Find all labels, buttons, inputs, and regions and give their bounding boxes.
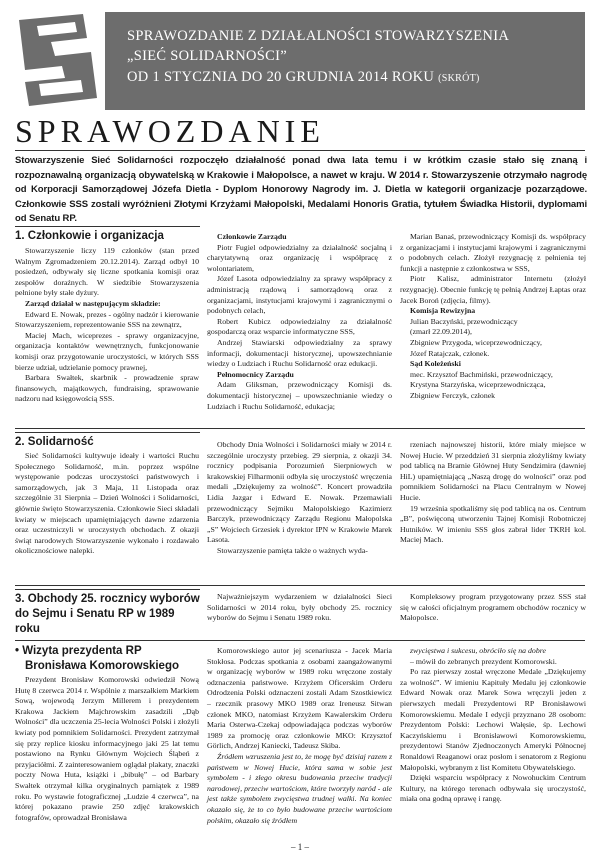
header-line-1: SPRAWOZDANIE Z DZIAŁALNOŚCI STOWARZYSZENIA [127,28,510,44]
intro-paragraph: Stowarzyszenie Sieć Solidarności rozpoczęło działalność ponad dwa lata temu i w krótkim czasie stało się znaną i rozpoznawalną organizacją obywatelską w Krakowie i Małopolsce, a nawet w kraju. W 2014 r. Stowarzyszenie otrzymało nagrodę od Korporacji Samorządowej Józefa Dietla - Dyplom Honorowy Nagrody im. J. Dietla w kategorii organizacje pozarządowe. Członkowie SSS zostali wyróżnieni Złotymi Krzyżami Małopolski, Medalami Honoris Gratia, tytułem Świadka Historii, dyplomami od Senatu RP. [15,155,587,225]
paragraph: Piotr Kalisz, administrator Internetu (złożył rezygnację). Obecnie funkcję tę pełnią Andrzej Łaptas oraz Jacek Boroń (zdjęcia, filmy). [400,274,586,305]
paragraph: Zbigniew Przygoda, wiceprzewodniczący, [410,337,542,347]
subheading: Sąd Koleżeński [410,359,461,369]
paragraph: Maciej Mach, wiceprezes - sprawy organizacyjne, organizacja kontaktów wewnętrznych, funkcjonowanie komisji oraz przygotowanie uroczystości, w których SSS bierze udział, udzielanie pomocy prawnej, [15,330,199,372]
paragraph: Stowarzyszenie pamięta także o ważnych wyda- [217,545,368,555]
subheading: Pełnomocnicy Zarządu [217,369,294,379]
subheading: Zarząd działał w następującym składzie: [25,298,161,308]
paragraph: Komorowskiego autor jej scenariusza - Jacek Maria Stokłosa. Podczas spotkania z osobami zaangażowanymi w organizację wyborów w 1989 roku wręczone zostały odznaczenia państwowe. Krzyżem Oficerskim Orderu Odrodzenia Polski odznaczeni zostali Adam Szostkiewicz – rzecznik prasowy MKO 1989 oraz Ireneusz Sitwan członek MKO, natomiast Krzyżem Kawalerskim Orderu Maria Osterwa-Czekaj odpowiadająca podczas wyborów 1989 za promocję oraz członkowie MKO: Krzysztof Görlich, Andrzej Kaniecki, Tadeusz Skiba. [207,646,392,751]
section-divider [15,428,585,429]
header-abridged-note: (SKRÓT) [438,73,480,84]
section-1-column-3 [400,232,586,402]
section-3-heading [15,589,200,637]
subheading: Komisja Rewizyjna [410,306,476,316]
paragraph: Adam Gliksman, przewodniczący Komisji ds. dokumentacji historycznej – upowszechnianie wiedzy o Ludziach i Ruchu Solidarność, edukacja; [207,380,392,411]
header-line-2: „SIEĆ SOLIDARNOŚCI” [127,48,287,64]
page-number: – 1 – [291,842,309,852]
paragraph: rzeniach najnowszej historii, które miały miejsce w Nowej Hucie. W przeddzień 31 sierpnia złożyliśmy kwiaty pod tablicą na Bramie Głównej Huty Sendzimira (dawniej HiL) upamiętniającą „Naszą drogę do wolności” oraz pod pomnikiem Solidarności na Placu Centralnym w Nowej Hucie. [400,440,586,502]
paragraph: Po raz pierwszy został wręczone Medale „Dziękujemy za wolność”. W imieniu Kapituły Medalu jej członkowie Edward Nowak oraz Marek Sowa wręczyli jeden z pierwszych medali Prezydentowi RP Bronisławowi Komorowskiemu. Medale I edycji przyznano 28 osobom: Prezydentom Polski: Lechowi Wałęsie, śp. Lechowi Kaczyńskiemu i Bronisławowi Komorowskiemu, prezydentowi Stanów Zjednoczonych Ameryki Północnej Ronaldowi Reaganowi oraz posłom i senatorom z Regionu Małopolski, wybranym z list Komitetu Obywatelskiego. [400,667,586,772]
paragraph: Źródłem wzruszenia jest to, że mogę być dzisiaj razem z państwem w Nowej Hucie, która sama w sobie jest symbolem - i złego okresu budowania przeciw tradycji narodowej, przeciw wartościom, które tworzyły naród - ale jest także symbolem zwycięstwa trudnej walki. Na koniec okazało się, że to co było budowane przeciw wartościom polskim, okazało się źródłem [207,751,392,825]
section-4-column-3 [400,646,586,805]
paragraph: Zbigniew Ferczyk, członek [410,390,496,400]
paragraph: Andrzej Stawiarski odpowiedzialny za sprawy informacji, dokumentacji historycznej, upowszechnianie wiedzy o Ludziach i Ruchu Solidarność oraz edukacji. [207,337,392,369]
section-divider [15,640,585,641]
page-title: SPRAWOZDANIE [15,113,325,149]
paragraph: Julian Baczyński, przewodniczący [410,316,518,326]
section-4-column-1 [15,675,199,823]
subheading: Członkowie Zarządu [217,232,287,241]
header-line-3 [127,66,569,90]
paragraph: Józef Lasota odpowiedzialny za sprawy współpracy z administracją rządową i samorządową oraz z organizacjami, instytucjami krajowymi i zagranicznymi o podobnych celach, [207,274,392,316]
paragraph: Krystyna Starzyńska, wiceprzewodnicząca, [410,380,546,390]
paragraph: zwycięstwa i sukcesu, obróciło się na dobre [410,646,546,655]
paragraph: Józef Ratajczak, członek. [410,348,490,358]
section-4-heading-line-1: • Wizyta prezydenta RP [15,645,142,657]
title-divider [15,150,585,151]
section-1-heading: 1. Członkowie i organizacja [15,226,200,244]
section-3-heading-line-1: 3. Obchody 25. rocznicy wyborów [15,593,200,605]
association-logo [15,12,103,110]
section-3-column-2 [207,592,392,624]
paragraph: Marian Banaś, przewodniczący Komisji ds. współpracy z organizacjami i instytucjami krajowymi i zagranicznymi o podobnych celach. Złożył rezygnację z pełnienia tej funkcji a następnie z członkostwa w SSS, [400,232,586,273]
paragraph: Kompleksowy program przygotowany przez SSS stał się w całości oficjalnym programem obchodów rocznicy w Małopolsce. [400,592,586,623]
section-1-column-1 [15,246,199,405]
paragraph: (zmarł 22.09.2014), [410,327,472,337]
section-4-heading-line-2: Bronisława Komorowskiego [25,660,180,672]
paragraph: Robert Kubicz odpowiedzialny za działalność gospodarczą oraz wsparcie informatyczne SSS, [207,316,392,337]
section-3-heading-line-2: do Sejmu i Senatu RP w 1989 roku [15,608,175,635]
section-3-column-3 [400,592,586,624]
paragraph: Barbara Swałtek, skarbnik - prowadzenie spraw finansowych, majątkowych, fundraising, sprawowanie nadzoru nad księgowością SSS. [15,373,199,404]
paragraph: Najważniejszym wydarzeniem w działalności Sieci Solidarności w 2014 roku, były obchody 25. rocznicy wyborów do Sejmu i Senatu 1989 roku. [207,592,392,623]
paragraph: Prezydent Bronisław Komorowski odwiedził Nową Hutę 8 czerwca 2014 r. Wspólnie z marszałkiem Markiem Sową, wojewodą Jerzym Millerem i prezydentem Krakowa Jackiem Majchrowskim zasadzili „Dąb Wolności” dla uczczenia 25-lecia Wolności Polski i złożyli kwiaty pod pomnikiem Solidarności. Prezydent zatrzymał się przy replice kiosku informacyjnego jaki 25 lat temu postawiono na Rynku Głównym Wojciech Śląbeń z przyjaciółmi. Z zainteresowaniem oglądał plakaty, znaczki poczty Nowa Huta, książki i „bibułę” – od Barbary Swałtek otrzymał kilka oryginalnych pamiątek z 1989 roku. Po wystawie fotograficznej „Ludzie 4 czerwca”, na której pokazano prawie 250 zdjęć krakowskich fotografów, oprowadzał Bronisława [15,675,199,822]
section-2-column-1 [15,451,199,557]
paragraph: Edward E. Nowak, prezes - ogólny nadzór i kierowanie Stowarzyszeniem, reprezentowanie SSS na zewnątrz, [15,309,199,330]
section-divider [15,585,585,586]
section-4-column-2 [207,646,392,826]
paragraph: Obchody Dnia Wolności i Solidarności miały w 2014 r. szczególnie uroczysty przebieg. 29 sierpnia, z okazji 34. rocznicy podpisania Porozumień Sierpniowych w krakowskiej Filharmonii odbyła się uroczystość wręczenia medali „Dziękujemy za wolność”. Koncert prowadziła Lidia Jazgar i Edward E. Nowak. Przemawiali przewodniczący Sejmiku Małopolskiego Kazimierz Barczyk, przewodniczący Zarządu Regionu Małopolska „S” Wojciech Grzesiek i dyrektor IPN w Krakowie Marek Lasota. [207,440,392,545]
paragraph: Stowarzyszenie liczy 119 członków (stan przed Walnym Zgromadzeniem 20.12.2014). Zarząd odbył 10 posiedzeń, odbywały się liczne spotkania komisji oraz zespołów doraźnych. W siedzibie Stowarzyszenia pełnione były stałe dyżury. [15,246,199,298]
header-date-range: OD 1 STYCZNIA DO 20 GRUDNIA 2014 ROKU [127,69,435,85]
section-2-column-2 [207,440,392,557]
paragraph: mec. Krzysztof Bachmiński, przewodniczący, [410,369,553,379]
paragraph: Sieć Solidarności kultywuje ideały i wartości Ruchu Społecznego Solidarność, m.in. poprzez wspólne występowanie podczas uroczystości państwowych i samorządowych, jak 3 Maja, 11 Listopada oraz szczególnie 31 Sierpnia – Dzień Wolności i Solidarności, głównie święto Stowarzyszenia. Członkowie Sieci składali kwiaty w miejscach upamiętniających dawne zdarzenia oraz uczestniczyli w uroczystych obchodach. Z okazji świąt narodowych Stowarzyszenie wykonało i rozdawało okolicznościowe nalepki. [15,451,199,556]
sss-logo-icon [15,12,103,110]
section-4-heading [15,642,200,674]
paragraph: 19 września spotkaliśmy się pod tablicą na os. Centrum „B”, poświęconą utworzeniu Tajnej Komisji Robotniczej Hutników. W imieniu SSS głos zabrał lider TKRH kol. Maciej Mach. [400,503,586,545]
section-1-column-2 [207,232,392,412]
section-2-column-3 [400,440,586,546]
header-banner [105,12,585,110]
paragraph: Piotr Fugiel odpowiedzialny za działalność socjalną i charytatywną oraz organizację i współpracę z wolontariatem, [207,242,392,273]
paragraph: Dzięki wsparciu współpracy z Nowohuckim Centrum Kultury, na którego terenach odbywała się uroczystość, miała ona godną oprawę i rangę. [400,773,586,804]
report-header [15,12,585,110]
paragraph: – mówił do zebranych prezydent Komorowski. [410,656,557,666]
section-2-heading: 2. Solidarność [15,432,200,450]
